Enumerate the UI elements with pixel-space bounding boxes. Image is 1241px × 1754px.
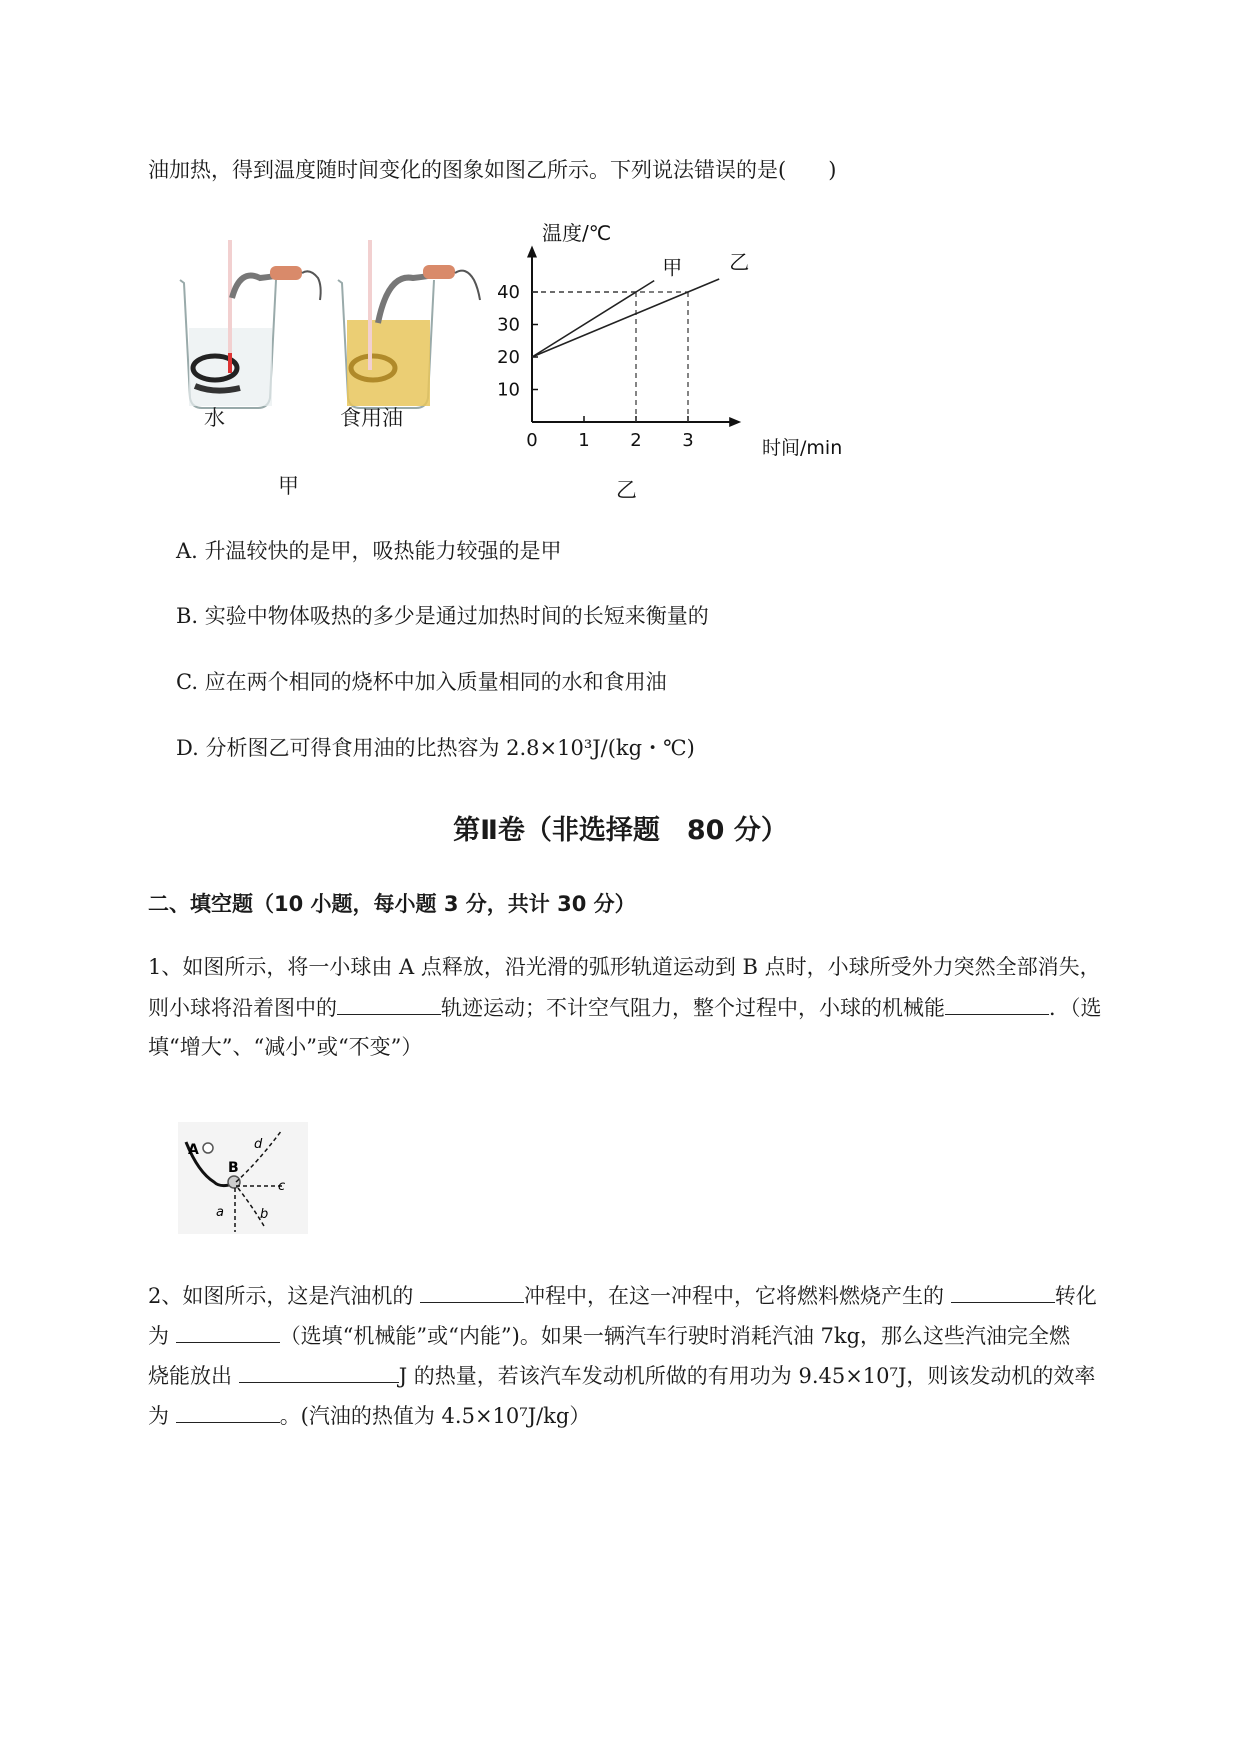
chart-series-label-2: 乙	[729, 250, 750, 274]
option-a: A. 升温较快的是甲，吸热能力较强的是甲	[176, 539, 562, 563]
chart-y-tick-label: 30	[497, 314, 520, 336]
chart-x-axis-label: 时间/min	[762, 437, 843, 459]
q2-blank-2[interactable]	[951, 1280, 1055, 1303]
chart-series-label-1: 甲	[662, 255, 683, 280]
chart-y-tick-label: 40	[497, 282, 520, 303]
label-d: d	[254, 1137, 263, 1152]
chart-y-tick-label: 10	[497, 379, 520, 401]
q2-text-3b: J 的热量，若该汽车发动机所做的有用功为 9.45×10⁷J，则该发动机的效率	[398, 1364, 1096, 1388]
part-title: 第Ⅱ卷（非选择题 80 分）	[453, 815, 788, 846]
label-B: B	[228, 1160, 239, 1176]
beaker-figure	[170, 228, 490, 428]
chart-x-tick-label: 0	[526, 430, 538, 451]
chart-y-axis-label: 温度/℃	[542, 221, 612, 245]
q2-text-3a: 烧能放出	[148, 1364, 239, 1388]
water-label: 水	[204, 406, 225, 430]
q1-blank-2[interactable]	[945, 992, 1049, 1015]
q2-line3	[148, 1360, 1095, 1391]
chart-x-axis-arrow	[729, 417, 741, 427]
q2-line1	[148, 1280, 1097, 1311]
figure-jia-caption: 甲	[278, 474, 299, 498]
q1-line3: 填“增大”、“减小”或“不变”）	[148, 1035, 423, 1059]
q2-text-1b: 冲程中，在这一冲程中，它将燃料燃烧产生的	[524, 1284, 951, 1308]
label-a: a	[216, 1205, 224, 1220]
q1-blank-1[interactable]	[337, 992, 441, 1015]
q2-text-1a: 2、如图所示，这是汽油机的	[148, 1284, 421, 1308]
q2-blank-4[interactable]	[239, 1360, 399, 1383]
label-b: b	[260, 1207, 269, 1222]
oil-beaker	[338, 240, 480, 408]
chart-series-line-2	[532, 279, 719, 357]
figure-yi-caption: 乙	[616, 478, 637, 502]
section-title: 二、填空题（10 小题，每小题 3 分，共计 30 分）	[148, 892, 636, 916]
chart-x-tick-label: 2	[630, 430, 642, 451]
chart-y-axis-arrow	[527, 246, 537, 258]
q1-line2	[148, 992, 1102, 1023]
chart-y-tick-label: 20	[497, 347, 520, 368]
temperature-time-chart	[490, 220, 870, 460]
label-c: c	[278, 1179, 286, 1194]
q2-blank-5[interactable]	[176, 1400, 280, 1423]
q2-text-1c: 转化	[1054, 1284, 1097, 1308]
q2-text-2a: 为	[148, 1324, 176, 1348]
q2-line2	[148, 1320, 1070, 1351]
option-b: B. 实验中物体吸热的多少是通过加热时间的长短来衡量的	[176, 604, 709, 628]
chart-x-tick-label: 3	[682, 430, 694, 451]
option-d: D. 分析图乙可得食用油的比热容为 2.8×10³J/(kg・℃)	[176, 736, 695, 760]
q1-line1: 1、如图所示，将一小球由 A 点释放，沿光滑的弧形轨道运动到 B 点时，小球所受外力突然全部消失，	[148, 955, 1101, 979]
q2-text-4b: 。(汽油的热值为 4.5×10⁷J/kg）	[279, 1404, 591, 1428]
chart-x-tick-label: 1	[578, 430, 590, 451]
q1-text-b: 轨迹运动；不计空气阻力，整个过程中，小球的机械能	[441, 996, 945, 1020]
q2-text-2b: （选填“机械能”或“内能”)。如果一辆汽车行驶时消耗汽油 7kg，那么这些汽油完全燃	[279, 1324, 1071, 1348]
q2-line4	[148, 1400, 590, 1431]
q1-text-a: 则小球将沿着图中的	[148, 996, 337, 1020]
q2-blank-1[interactable]	[420, 1280, 524, 1303]
question-intro: 油加热，得到温度随时间变化的图象如图乙所示。下列说法错误的是( )	[148, 158, 837, 182]
q2-blank-3[interactable]	[176, 1320, 280, 1343]
oil-label: 食用油	[340, 406, 403, 430]
option-c: C. 应在两个相同的烧杯中加入质量相同的水和食用油	[176, 670, 667, 694]
track-figure	[178, 1122, 308, 1234]
q2-text-4a: 为	[148, 1404, 176, 1428]
q1-text-c: ．（选	[1049, 996, 1102, 1020]
water-beaker	[180, 240, 321, 408]
label-A: A	[188, 1142, 199, 1158]
